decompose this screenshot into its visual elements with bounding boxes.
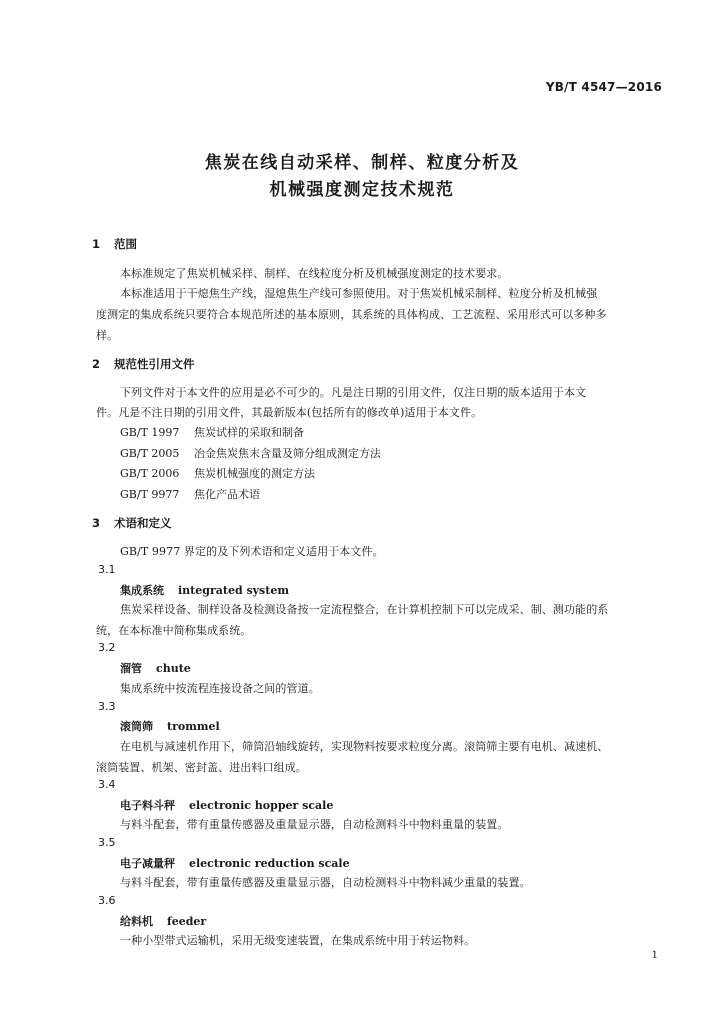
term-zh: 给料机 — [120, 915, 153, 928]
reference-name: 焦炭试样的采取和制备 — [194, 426, 304, 439]
term-en: electronic hopper scale — [189, 799, 334, 812]
term-number: 3.2 — [98, 641, 116, 654]
reference-code: GB/T 9977 — [120, 488, 180, 501]
section-number: 1 — [92, 237, 101, 251]
term-heading — [120, 718, 220, 734]
term-number: 3.3 — [98, 700, 116, 713]
term-number: 3.4 — [98, 778, 116, 791]
term-heading — [120, 913, 206, 929]
section-title: 术语和定义 — [114, 516, 172, 530]
term-number: 3.6 — [98, 894, 116, 907]
term-zh: 集成系统 — [120, 584, 164, 597]
term-en: feeder — [167, 915, 207, 928]
reference-name: 焦炭机械强度的测定方法 — [194, 467, 315, 480]
reference-code: GB/T 2006 — [120, 467, 180, 480]
section-title: 规范性引用文件 — [114, 357, 195, 371]
term-number: 3.5 — [98, 836, 116, 849]
reference-code: GB/T 2005 — [120, 447, 180, 460]
term-definition: 集成系统中按流程连接设备之间的管道。 — [120, 682, 320, 695]
section-2-heading — [92, 356, 195, 372]
paragraph: 样。 — [96, 329, 119, 342]
paragraph: 度测定的集成系统只要符合本规范所述的基本原则，其系统的具体构成、工艺流程、采用形式可以多种多 — [96, 308, 607, 321]
section-3-heading — [92, 515, 172, 531]
standard-code: YB/T 4547—2016 — [545, 80, 662, 94]
section-number: 3 — [92, 516, 101, 530]
paragraph: 本标准适用于干熄焦生产线，湿熄焦生产线可参照使用。对于焦炭机械采制样、粒度分析及机械强 — [120, 287, 598, 300]
term-heading — [120, 582, 289, 598]
term-en: trommel — [167, 720, 220, 733]
document-title-line-2: 机械强度测定技术规范 — [269, 180, 455, 200]
paragraph: 本标准规定了焦炭机械采样、制样、在线粒度分析及机械强度测定的技术要求。 — [120, 267, 509, 280]
term-zh: 电子减量秤 — [120, 857, 175, 870]
page-number: 1 — [651, 950, 658, 961]
term-heading — [120, 660, 191, 676]
term-definition: 在电机与减速机作用下，筛筒沿轴线旋转，实现物料按要求粒度分离。滚筒筛主要有电机、减速机、 — [120, 740, 609, 753]
reference-name: 焦化产品术语 — [194, 488, 260, 501]
term-en: electronic reduction scale — [189, 857, 350, 870]
document-title-line-1: 焦炭在线自动采样、制样、粒度分析及 — [204, 153, 520, 173]
reference-name: 冶金焦炭焦末含量及筛分组成测定方法 — [194, 447, 381, 460]
term-heading — [120, 797, 333, 813]
section-number: 2 — [92, 357, 101, 371]
term-en: integrated system — [178, 584, 289, 597]
term-zh: 滚筒筛 — [120, 720, 153, 733]
paragraph: 件。凡是不注日期的引用文件，其最新版本(包括所有的修改单)适用于本文件。 — [96, 406, 483, 419]
term-zh: 溜管 — [120, 662, 142, 675]
term-zh: 电子料斗秤 — [120, 799, 175, 812]
reference-item — [120, 465, 315, 481]
reference-code: GB/T 1997 — [120, 426, 180, 439]
reference-item — [120, 486, 260, 502]
section-1-heading — [92, 236, 137, 252]
paragraph: GB/T 9977 界定的及下列术语和定义适用于本文件。 — [120, 545, 384, 558]
term-definition: 与料斗配套，带有重量传感器及重量显示器，自动检测料斗中物料减少重量的装置。 — [120, 876, 531, 889]
term-en: chute — [156, 662, 191, 675]
paragraph: 下列文件对于本文件的应用是必不可少的。凡是注日期的引用文件，仅注日期的版本适用于本文 — [120, 386, 587, 399]
reference-item — [120, 445, 381, 461]
section-title: 范围 — [114, 237, 137, 251]
term-definition: 焦炭采样设备、制样设备及检测设备按一定流程整合，在计算机控制下可以完成采、制、测功能的系 — [120, 603, 609, 616]
reference-item — [120, 424, 304, 440]
term-definition: 一种小型带式运输机，采用无级变速装置，在集成系统中用于转运物料。 — [120, 934, 476, 947]
term-heading — [120, 855, 350, 871]
term-number: 3.1 — [98, 563, 116, 576]
term-definition: 统，在本标准中简称集成系统。 — [96, 624, 252, 637]
term-definition: 滚筒装置、机架、密封盖、进出料口组成。 — [96, 761, 307, 774]
term-definition: 与料斗配套，带有重量传感器及重量显示器，自动检测料斗中物料重量的装置。 — [120, 818, 509, 831]
